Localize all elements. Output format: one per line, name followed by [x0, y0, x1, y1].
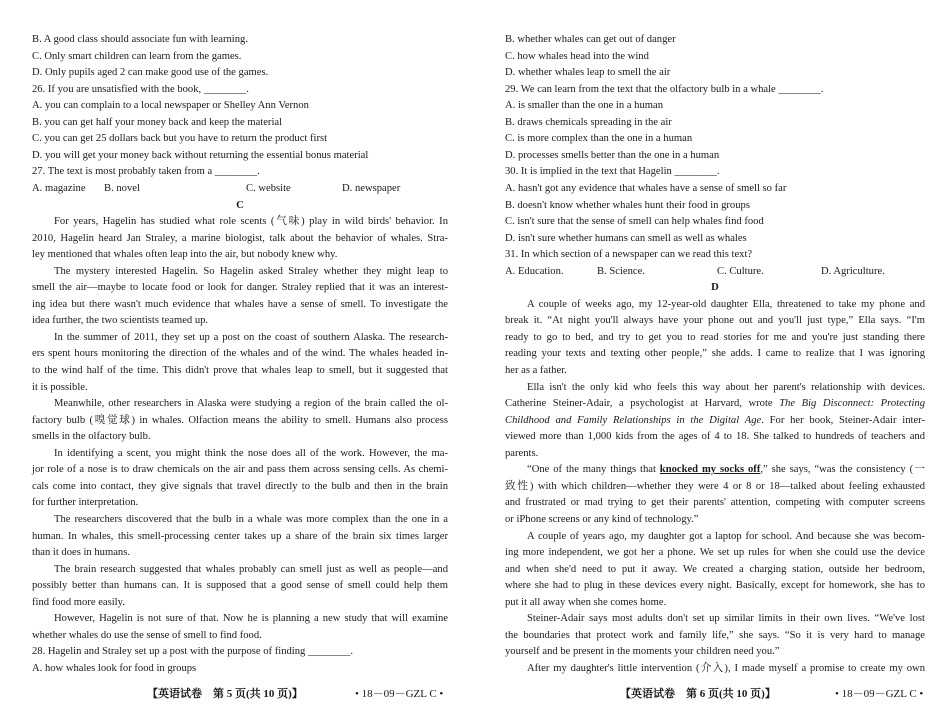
section-heading: C	[236, 199, 244, 211]
question-stem: 26. If you are unsatisfied with the book, ________.	[32, 83, 249, 95]
answer-option: B. A good class should associate fun with learning.	[32, 34, 248, 45]
passage-line: A couple of years ago, my daughter got a laptop for school. And because she was becom-	[527, 530, 925, 542]
book-title-italic: Childhood and Family Relationships in the Digital Age	[505, 414, 762, 426]
question-stem: 27. The text is most probably taken from a ________.	[32, 166, 260, 178]
passage-line: viewed more than 1,000 kids from the ages of 4 to 18. She talked to hundreds of teachers and	[505, 431, 925, 443]
answer-option: D. Only pupils aged 2 can make good use of the games.	[32, 67, 269, 79]
highlighted-phrase: knocked my socks off	[659, 464, 761, 476]
passage-line: smell the air—maybe to locate food or look for danger. Straley replied that it was an interest-	[32, 282, 448, 294]
footer-exam-code: • 18－09－GZL C •	[835, 688, 924, 700]
passage-line: After my daughter's little intervention (介入), I made myself a promise to create my own	[527, 662, 925, 674]
answer-option: D. isn't sure whether humans can smell as well as whales	[505, 232, 747, 244]
passage-line: The researchers discovered that the bulb in a whale was more complex than the one in a	[54, 513, 448, 525]
passage-line: put it all away when she comes home.	[505, 596, 667, 608]
section-heading: D	[711, 282, 719, 294]
answer-option: B. whether whales can get out of danger	[505, 34, 676, 45]
passage-line: The mystery interested Hagelin. So Hagelin asked Straley whether they might leap to	[54, 265, 448, 277]
passage-line: factory bulb (嗅觉球) in whales. Olfaction means the ability to smell. Humans also process	[32, 414, 448, 426]
question-stem: 29. We can learn from the text that the olfactory bulb in a whale ________.	[505, 83, 824, 95]
answer-option: A. you can complain to a local newspaper or Shelley Ann Vernon	[32, 100, 309, 112]
passage-line: parents.	[505, 447, 539, 459]
passage-line: ing more independent, we got her a phone. We set up rules for when she could use the device	[505, 547, 925, 559]
footer-page-title: 【英语试卷 第 6 页(共 10 页)】	[620, 688, 776, 700]
book-title-italic: The Big Disconnect: Protecting	[779, 398, 925, 410]
footer-page-title: 【英语试卷 第 5 页(共 10 页)】	[147, 688, 303, 700]
passage-line: or iPhone screens or any kind of technology.”	[505, 513, 699, 525]
passage-line: cals come into contact, they give signals that travel directly to the bulb and then in the brain	[32, 480, 448, 492]
answer-option: B. doesn't know whether whales hunt their food in groups	[505, 199, 750, 211]
answer-option: D. you will get your money back without returning the essential bonus material	[32, 149, 369, 161]
line-text: Catherine Steiner-Adair, a psychologist at Harvard, wrote	[505, 398, 780, 410]
passage-line: reading your texts and texting other people,” she adds. I came to realize that I was ignoring	[505, 348, 925, 360]
answer-option: C. how whales head into the wind	[505, 50, 649, 62]
passage-line: and when she'd need to put it away. We created a charging station, outside her bedroom,	[505, 563, 925, 575]
line-text: . For her book, Steiner-Adair inter-	[761, 414, 925, 426]
answer-option: C. you can get 25 dollars back but you have to return the product first	[32, 133, 328, 145]
answer-option: C. Culture.	[717, 265, 764, 277]
footer-exam-code: • 18－09－GZL C •	[355, 688, 444, 700]
passage-line: The brain research suggested that whales probably can smell just as well as people—and	[54, 563, 448, 575]
passage-line: idea further, the two scientists teamed up.	[32, 315, 209, 327]
passage-line: whether whales do use the sense of smell to find food.	[32, 629, 262, 641]
passage-line: find food more easily.	[32, 596, 125, 608]
answer-option: A. is smaller than the one in a human	[505, 100, 663, 112]
exam-page-6	[475, 0, 950, 707]
passage-line	[505, 396, 925, 412]
question-stem: 28. Hagelin and Straley set up a post with the purpose of finding ________.	[32, 646, 353, 658]
passage-line: Meanwhile, other researchers in Alaska were studying a region of the brain called the ol-	[54, 398, 448, 410]
line-text: “One of the many things that	[527, 464, 660, 476]
answer-option: A. magazine	[32, 182, 86, 194]
passage-line: for further interpretation.	[32, 497, 139, 509]
passage-line: yourself and be present in the moments your children need you.”	[505, 646, 780, 658]
answer-option: A. how whales look for food in groups	[32, 662, 197, 674]
passage-line: it is possible.	[32, 381, 88, 393]
answer-option: B. draws chemicals spreading in the air	[505, 116, 672, 128]
passage-line: than it does in humans.	[32, 547, 130, 559]
passage-line: ley mentioned that whales often leap into the air, but nobody knew why.	[32, 249, 338, 261]
line-text: ,” she says, “was the consistency (一	[760, 464, 925, 476]
passage-line: human. In whales, this smell-processing center takes up a share of the brain six times larger	[32, 530, 448, 542]
answer-option: C. website	[246, 182, 291, 194]
passage-line: and frustrated or mad trying to get their parents' attention, competing with computer screens	[505, 497, 925, 509]
passage-line: However, Hagelin is not sure of that. Now he is planning a new study that will examine	[54, 613, 448, 625]
passage-line: her as a father.	[505, 365, 567, 376]
passage-line: ing idea but there wasn't much evidence that whales have a sense of smell. To investigate the	[32, 298, 448, 310]
passage-line: In identifying a scent, you might think the nose does all of the work. However, the ma-	[54, 447, 448, 459]
answer-option: D. processes smells better than the one in a human	[505, 149, 720, 161]
passage-line: Steiner-Adair says most adults don't set up similar limits in their own lives. “We've lost	[527, 613, 925, 625]
passage-line: 2010, Hagelin heard Jan Straley, a marine biologist, talk about the behavior of whales. Stra-	[32, 232, 448, 244]
passage-line: In the summer of 2011, they set up a post on the coast of southern Alaska. The research-	[54, 331, 448, 343]
passage-line: the boundaries that protect work and family life,” she says. “So it is very hard to manage	[505, 629, 925, 641]
passage-line: smells in the olfactory bulb.	[32, 431, 151, 443]
answer-option: A. hasn't got any evidence that whales have a sense of smell so far	[505, 182, 787, 194]
answer-option: C. is more complex than the one in a human	[505, 133, 693, 145]
passage-line: ers spent hours monitoring the direction of the whales and of the wind. The whales headed in-	[32, 348, 448, 360]
answer-option: C. isn't sure that the sense of smell can help whales find food	[505, 216, 764, 228]
passage-line: ready to go to bed, and try to get you to read stories for me and you're just standing there	[505, 331, 925, 343]
passage-line: 致性) with which children—whether they were 4 or 8 or 18—talked about feeling exhausted	[505, 480, 925, 492]
question-stem: 31. In which section of a newspaper can we read this text?	[505, 249, 753, 261]
answer-option: D. Agriculture.	[821, 265, 885, 277]
passage-line: For years, Hagelin has studied what role scents (气味) play in wild birds' behavior. In	[54, 216, 448, 228]
question-stem: 30. It is implied in the text that Hagelin ________.	[505, 166, 720, 178]
answer-option: D. whether whales leap to smell the air	[505, 67, 671, 79]
passage-line: jor role of a nose is to draw chemicals on the air and pass them across sensing cells. As chemi-	[32, 464, 448, 476]
passage-line: A couple of weeks ago, my 12-year-old daughter Ella, threatened to take my phone and	[527, 298, 925, 310]
passage-line: to the wind half of the time. This didn't prove that whales leap to smell, but it suggested that	[32, 365, 448, 376]
answer-option: B. you can get half your money back and keep the material	[32, 116, 283, 128]
passage-line: where she had to plug in these devices every night. Basically, except for homework, she has to	[505, 580, 925, 592]
answer-option: A. Education.	[505, 265, 564, 277]
passage-line	[505, 413, 925, 429]
passage-line: Ella isn't the only kid who feels this way about her parent's relationship with devices.	[527, 381, 925, 393]
answer-option: D. newspaper	[342, 182, 401, 194]
passage-line: possibly better than humans can. It is supposed that a good sense of smell could help them	[32, 580, 448, 592]
answer-option: B. Science.	[597, 265, 645, 277]
passage-line: break it. “At night you'll always have your phone out and you'll just type,” Ella says. “I'm	[505, 315, 925, 327]
answer-option: B. novel	[104, 182, 140, 194]
answer-option: C. Only smart children can learn from the games.	[32, 50, 242, 62]
passage-line	[527, 462, 925, 478]
